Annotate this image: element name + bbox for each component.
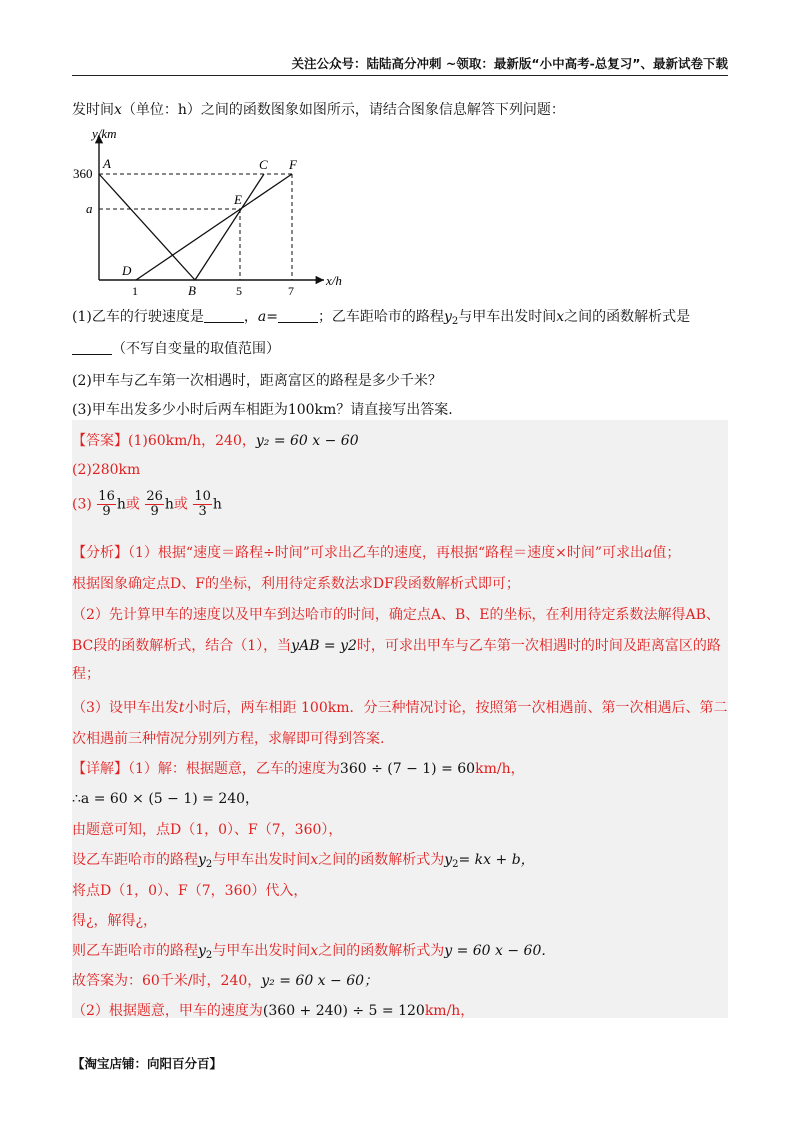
page-footer: 【淘宝店铺：向阳百分百】 bbox=[72, 1056, 223, 1071]
segment-BC bbox=[195, 174, 264, 280]
segment-DF bbox=[136, 174, 292, 280]
analysis-line-3: （2）先计算甲车的速度以及甲车到达哈市的时间，确定点A、B、E的坐标，在利用待定系数法解得AB、 bbox=[72, 607, 720, 623]
x-tick-7: 7 bbox=[288, 284, 294, 298]
detail-line-8: 故答案为：60千米/时，240，y₂ = 60 x − 60； bbox=[72, 973, 379, 989]
answer-line-3: (3) $\frac{16}{9}$ h或 $\frac{26}{9}$ h或 $\frac{10}{3}$ h bbox=[72, 489, 222, 519]
analysis-line-4b: 程； bbox=[72, 666, 100, 682]
answer-line-1: 【答案】(1)60km/h，240，y₂ = 60 x − 60 bbox=[72, 433, 359, 449]
question-1-line-2: （不写自变量的取值范围） bbox=[72, 338, 280, 358]
x-axis-label: x/h bbox=[326, 273, 342, 288]
segment-AB bbox=[99, 174, 195, 280]
intro-line: 发时间x（单位：h）之间的函数图象如图所示，请结合图象信息解答下列问题： bbox=[72, 102, 565, 118]
analysis-line-1: 【分析】（1）根据“速度＝路程÷时间”可求出乙车的速度，再根据“路程＝速度×时间”可求出a值； bbox=[72, 545, 681, 561]
y-tick-360: 360 bbox=[73, 166, 93, 181]
analysis-line-5: （3）设甲车出发t小时后，两车相距 100km．分三种情况讨论，按照第一次相遇前、第一次相遇后、第二 bbox=[72, 700, 728, 716]
point-D-label: D bbox=[122, 263, 132, 278]
detail-line-6: 得¿，解得¿， bbox=[72, 913, 158, 929]
y-tick-a: a bbox=[86, 201, 93, 216]
analysis-line-2: 根据图象确定点D、F的坐标，利用待定系数法求DF段函数解析式即可； bbox=[72, 576, 520, 592]
analysis-line-4: BC段的函数解析式，结合（1），当yAB = y2时，可求出甲车与乙车第一次相遇时的时间及距离富区的路 bbox=[72, 638, 721, 654]
question-1-line-1: (1)乙车的行驶速度是 ，a= ；乙车距哈市的路程$y_2$与甲车出发时间x之间的函数解析式是 bbox=[72, 309, 691, 327]
detail-line-4: 设乙车距哈市的路程$y_2$与甲车出发时间x之间的函数解析式为$y_2=$ kx + b， bbox=[72, 852, 535, 870]
x-tick-1: 1 bbox=[132, 284, 138, 298]
point-A-label: A bbox=[103, 156, 111, 171]
point-C-label: C bbox=[259, 157, 268, 172]
analysis-line-6: 次相遇前三种情况分别列方程，求解即可得到答案. bbox=[72, 731, 385, 747]
question-2: (2)甲车与乙车第一次相遇时，距离富区的路程是多少千米？ bbox=[72, 373, 442, 389]
point-E-label: E bbox=[234, 192, 242, 207]
detail-line-2: ∴a = 60 × (5 − 1) = 240， bbox=[72, 791, 260, 807]
detail-line-9: （2）根据题意，甲车的速度为(360 + 240) ÷ 5 = 120km/h， bbox=[72, 1003, 475, 1019]
point-F-label: F bbox=[289, 157, 297, 172]
detail-line-1: 【详解】（1）解：根据题意，乙车的速度为360 ÷ (7 − 1) = 60km/h， bbox=[72, 761, 525, 777]
page-header: 关注公众号：陆陆高分冲刺 ~领取：最新版“小中高考-总复习”、最新试卷下载 bbox=[72, 54, 728, 76]
answer-line-2: (2)280km bbox=[72, 462, 141, 478]
x-tick-5: 5 bbox=[236, 284, 242, 298]
y-axis-label: y/km bbox=[92, 126, 117, 141]
detail-line-7: 则乙车距哈市的路程$y_2$与甲车出发时间x之间的函数解析式为y = 60 x − 60. bbox=[72, 943, 546, 961]
detail-line-5: 将点D（1，0）、F（7，360）代入， bbox=[72, 883, 308, 899]
detail-line-3: 由题意可知，点D（1，0）、F（7，360）， bbox=[72, 822, 343, 838]
question-3: (3)甲车出发多少小时后两车相距为100km？请直接写出答案. bbox=[72, 402, 453, 418]
point-B-label: B bbox=[188, 283, 196, 298]
function-graph bbox=[73, 125, 346, 300]
